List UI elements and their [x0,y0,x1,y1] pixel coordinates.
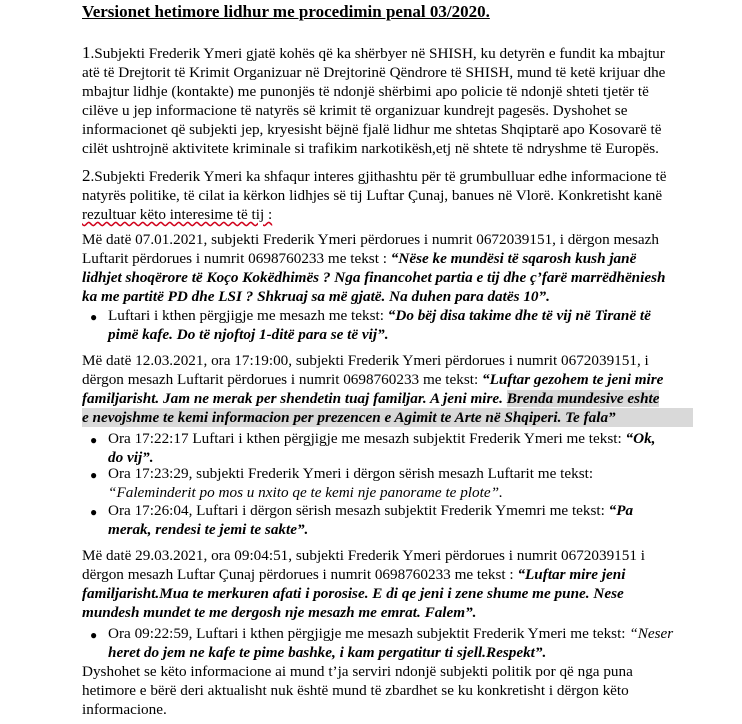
line: Dyshohet se këto informacione ai mund t’ja serviri ndonjë subjekti politik por që nga puna [82,663,633,680]
paragraph-4 [82,351,693,427]
quoted-message: “Pa [608,502,634,519]
line: rezultuar këto interesime të tij : [82,206,273,223]
line: Ora 17:23:29, subjekti Frederik Ymeri i dërgon sërish mesazh Luftarit me tekst: [108,465,594,482]
quoted-message: “Luftar mire jeni [517,566,626,583]
line: Luftari i kthen përgjigje me mesazh me tekst: [108,307,388,324]
bullet-icon: ● [90,468,98,482]
bullet-icon: ● [90,433,98,447]
quoted-message: familjarisht. Jam ne merak per shendetin tuaj familjar. A jeni mire. [82,390,507,407]
line: .Subjekti Frederik Ymeri gjatë kohës që ka shërbyer në SHISH, ku detyrën e fundit ka mbajtur [90,45,665,62]
paragraph-5 [82,546,693,622]
line: atë të Drejtorit të Krimit Organizuar në Drejtorinë Qëndrore të SHISH, mund të ketë krijuar dhe [82,64,666,81]
line: Ora 09:22:59, Luftari i kthen përgjigje me mesazh subjektit Frederik Ymeri me tekst: [108,625,630,642]
bullet-item-3 [108,464,693,502]
quoted-message: “Faleminderit po mos u nxito qe te kemi nje panorame te plote”. [108,484,503,501]
highlighted-message: Brenda mundesive eshte [506,390,660,407]
line: Më datë 12.03.2021, ora 17:19:00, subjekti Frederik Ymeri përdorues i numrit 0672039151, i [82,352,649,369]
line: mbajtur lidhje (kontakte) me punonjës të ndonjë shërbimi apo policie të ndonjë shteti tjetër të [82,83,649,100]
line: natyrës politike, të cilat ia kërkon lidhjes së tij Luftar Çunaj, banues në Vlorë. Konkretisht kanë [82,187,663,204]
quoted-message: “Nëse ke mundësi të sqarosh kush janë [390,250,637,267]
paragraph-number: 2 [82,166,91,185]
quoted-message: ka me partitë PD dhe LSI ? Shkruaj sa më gjatë. Na duhen para datës 10”. [82,288,550,305]
paragraph-2 [82,166,693,224]
line: hetimore e bërë deri aktualisht nuk është mund të zbardhet se ku konkretisht i dërgon këto [82,682,629,699]
document-title: Versionet hetimore lidhur me procedimin penal 03/2020. [82,2,490,21]
quoted-message: “Luftar gezohem te jeni mire [482,371,664,388]
quoted-message: “Ok, [625,430,656,447]
line: dërgon mesazh Luftarit përdorues i numrit 0698760233 me tekst: [82,371,482,388]
quoted-message: familjarisht.Mua te merkuren afati i porosise. E di qe jeni i zene shume me pune. Nese [82,585,624,602]
highlighted-message: e nevojshme te kemi informacion per prezencen e Agimit te Arte në Shqiperi. Te fala” [82,408,693,427]
quoted-message: “Do bëj disa takime dhe të vij në Tiranë të [387,307,651,324]
line: Më datë 29.03.2021, ora 09:04:51, subjekti Frederik Ymeri përdorues i numrit 0672039151 i [82,547,645,564]
bullet-item-1 [108,306,693,344]
line: informacione. [82,701,167,718]
bullet-item-4 [108,501,693,539]
bullet-icon: ● [90,310,98,324]
line: Ora 17:22:17 Luftari i kthen përgjigje me mesazh subjektit Frederik Ymeri me tekst: [108,430,626,447]
quoted-message: merak, rendesi te jemi te sakte”. [108,521,309,538]
line: Luftarit përdorues i numrit 0698760233 me tekst : [82,250,391,267]
paragraph-6 [82,662,693,719]
quoted-message: “Neser [629,625,674,642]
bullet-item-5 [108,624,693,662]
quoted-message: lidhjet shoqërore të Koço Kokëdhimës ? Nga financohet partia e tij dhe ç’farë marrëdhëniesh [82,269,666,286]
line: dërgon mesazh Luftar Çunaj përdorues i numrit 0698760233 me tekst : [82,566,518,583]
quoted-message: do vij”. [108,449,154,466]
line: cilët ushtrojnë aktivitete kriminale si trafikim narkotikësh,etj në shtete të ndryshme të Europës. [82,140,659,157]
bullet-icon: ● [90,628,98,642]
paragraph-1 [82,43,693,158]
quoted-message: heret do jem ne kafe te pime bashke, i kam pergatitur ti sjell.Respekt”. [108,644,547,661]
line: Më datë 07.01.2021, subjekti Frederik Ymeri përdorues i numrit 0672039151, i dërgon mesazh [82,231,660,248]
paragraph-3 [82,230,693,306]
quoted-message: mundesh mundet te me dergosh nje mesazh me emrat. Falem”. [82,604,477,621]
line: cilëve u jep informacione të natyrës së krimit të organizuar kundrejt pagesës. Dyshohet se [82,102,628,119]
bullet-icon: ● [90,505,98,519]
quoted-message: pimë kafe. Do të njoftoj 1-ditë para se të vij”. [108,326,389,343]
line: .Subjekti Frederik Ymeri ka shfaqur interes gjithashtu për të grumbulluar edhe informacione të [90,168,667,185]
paragraph-number: 1 [82,43,91,62]
line: Ora 17:26:04, Luftari i dërgon sërish mesazh subjektit Frederik Ymemri me tekst: [108,502,609,519]
bullet-item-2 [108,429,693,467]
line: informacionet që subjekti jep, kryesisht bëjnë fjalë lidhur me shtetas Shqiptarë apo Kosovarë të [82,121,662,138]
